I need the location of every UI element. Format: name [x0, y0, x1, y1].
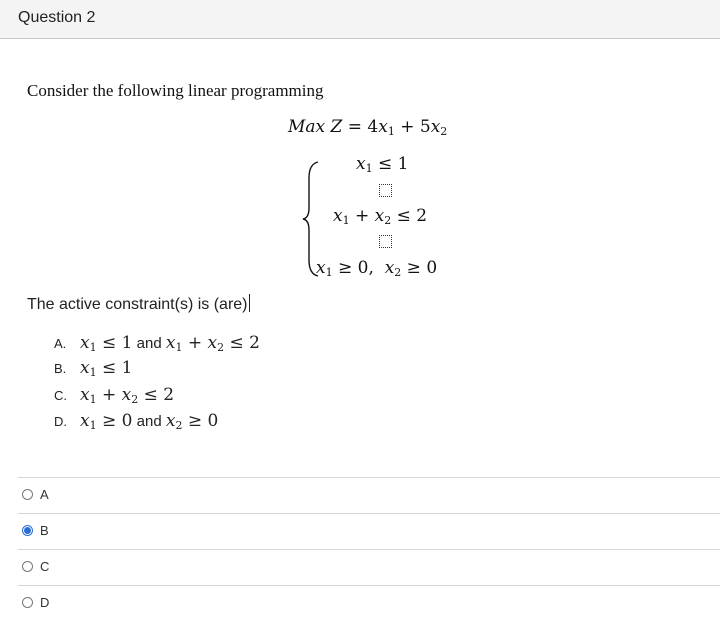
- placeholder-box: [379, 235, 392, 248]
- objective-function: Max $Z = 4x_1 + 5x_2$: [288, 117, 448, 138]
- option-letter: A.: [54, 336, 67, 351]
- radio-button-a[interactable]: [22, 489, 33, 500]
- option-a: A. $x_1 \le 1$ and $x_1 + x_2 \le 2$: [54, 333, 260, 354]
- text-cursor: [249, 294, 250, 312]
- placeholder-box: [379, 184, 392, 197]
- answer-row-a[interactable]: [18, 477, 720, 513]
- option-b: B. $x_1 \le 1$: [54, 358, 133, 379]
- radio-button-b[interactable]: [22, 525, 33, 536]
- option-letter: C.: [54, 388, 67, 403]
- question-header: [0, 0, 720, 39]
- radio-button-c[interactable]: [22, 561, 33, 572]
- answer-label[interactable]: D: [40, 595, 50, 610]
- radio-button-d[interactable]: [22, 597, 33, 608]
- constraint-nonnegativity: $x_1 \ge 0$, $x_2 \ge 0$: [316, 258, 438, 279]
- question-title: Question 2: [18, 9, 96, 26]
- option-c: C. $x_1 + x_2 \le 2$: [54, 385, 175, 406]
- constraint-2: $x_1 + x_2 \le 2$: [333, 206, 428, 227]
- option-letter: D.: [54, 414, 67, 429]
- answer-choices: [18, 477, 720, 621]
- question-prompt: The active constraint(s) is (are): [27, 296, 248, 313]
- answer-row-d[interactable]: [18, 585, 720, 621]
- constraint-1: $x_1 \le 1$: [356, 154, 409, 175]
- question-intro: Consider the following linear programming: [27, 81, 324, 100]
- option-letter: B.: [54, 361, 67, 376]
- answer-label[interactable]: C: [40, 559, 50, 574]
- answer-row-b[interactable]: [18, 513, 720, 549]
- answer-label[interactable]: B: [40, 523, 49, 538]
- answer-label[interactable]: A: [40, 487, 49, 502]
- answer-row-c[interactable]: [18, 549, 720, 585]
- option-d: D. $x_1 \ge 0$ and $x_2 \ge 0$: [54, 411, 219, 432]
